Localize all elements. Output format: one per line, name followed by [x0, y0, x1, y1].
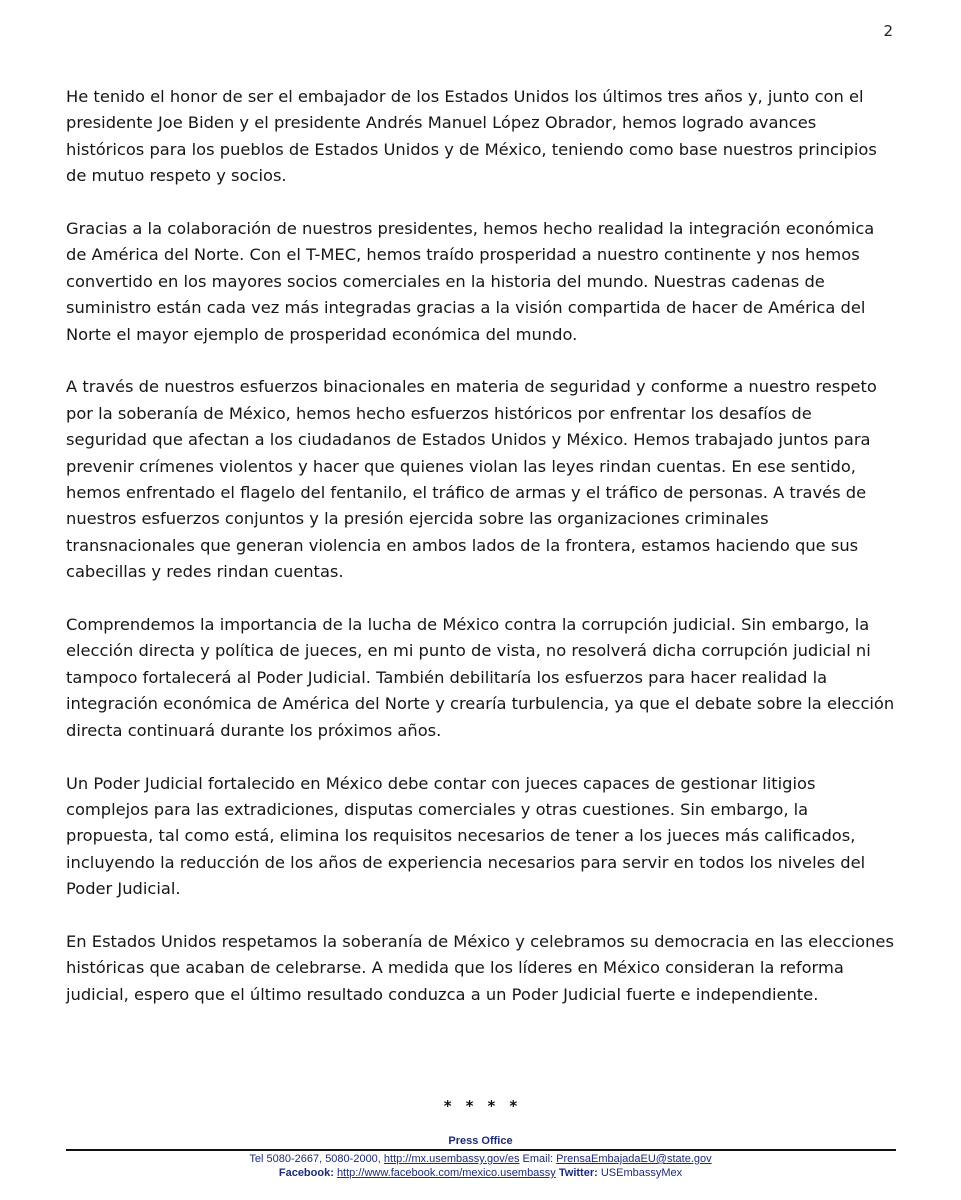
separator-star: * — [465, 1097, 474, 1115]
paragraph-1: He tenido el honor de ser el embajador de los Estados Unidos los últimos tres años y, junto con el presidente Joe Biden y el presidente Andrés Manuel López Obrador, hemos logrado avances históricos para los pueblos de Estados Unidos y de México, teniendo como base nuestros principios de mutuo respeto y socios. — [66, 87, 877, 186]
page-number: 2 — [883, 22, 893, 40]
letter-body — [66, 84, 896, 1035]
facebook-label: Facebook: — [278, 1167, 334, 1179]
paragraph-5: Un Poder Judicial fortalecido en México debe contar con jueces capaces de gestionar litigios complejos para las extradiciones, disputas comerciales y otras cuestiones. Sin embargo, la propuesta, tal como está, elimina los requisitos necesarios de tener a los jueces más calificados, incluyendo la reducción de los años de experiencia necesarios para servir en todos los niveles del Poder Judicial. — [66, 773, 866, 899]
footer-tel: Tel 5080-2667, 5080-2000, — [249, 1153, 384, 1165]
footer-social-line — [0, 1167, 961, 1179]
paragraph-4: Comprendemos la importancia de la lucha de México contra la corrupción judicial. Sin embargo, la elección directa y política de jueces, en mi punto de vista, no resolverá dicha corrupción judicial ni tampoco fortalecerá al Poder Judicial. También debilitaría los esfuerzos para hacer realidad la integración económica de América del Norte y crearía turbulencia, ya que el debate sobre la elección directa continuará durante los próximos años. — [66, 615, 895, 740]
footer-contact-line — [0, 1153, 961, 1165]
footer-email-label: Email: — [519, 1153, 557, 1165]
separator-star: * — [487, 1097, 496, 1115]
facebook-link[interactable]: http://www.facebook.com/mexico.usembassy — [336, 1167, 556, 1179]
paragraph-2: Gracias a la colaboración de nuestros presidentes, hemos hecho realidad la integración económica de América del Norte. Con el T-MEC, hemos traído prosperidad a nuestro continente y nos hemos convertido en los mayores socios comerciales en la historia del mundo. Nuestras cadenas de suministro están cada vez más integradas gracias a la visión compartida de hacer de América del Norte el mayor ejemplo de prosperidad económica del mundo. — [66, 219, 875, 344]
section-separator — [0, 1097, 961, 1115]
separator-star: * — [443, 1097, 452, 1115]
embassy-website-link[interactable]: http://mx.usembassy.gov/es — [383, 1153, 520, 1165]
separator-star: * — [509, 1097, 518, 1115]
footer-title: Press Office — [448, 1135, 513, 1147]
paragraph-6: En Estados Unidos respetamos la soberanía de México y celebramos su democracia en las elecciones históricas que acaban de celebrarse. A medida que los líderes en México consideran la reforma judicial, espero que el último resultado conduzca a un Poder Judicial fuerte e independiente. — [66, 931, 894, 1004]
twitter-handle: USEmbassyMex — [600, 1167, 683, 1179]
paragraph-3: A través de nuestros esfuerzos binacionales en materia de seguridad y conforme a nuestro respeto por la soberanía de México, hemos hecho esfuerzos históricos por enfrentar los desafíos de seguridad que afectan a los ciudadanos de Estados Unidos y México. Hemos trabajado juntos para prevenir crímenes violentos y hacer que quienes violan las leyes rindan cuentas. En ese sentido, hemos enfrentado el flagelo del fentanilo, el tráfico de armas y el tráfico de personas. A través de nuestros esfuerzos conjuntos y la presión ejercida sobre las organizaciones criminales transnacionales que generan violencia en ambos lados de la frontera, estamos haciendo que sus cabecillas y redes rindan cuentas. — [66, 377, 877, 582]
footer-divider — [66, 1149, 896, 1151]
twitter-label: Twitter: — [558, 1167, 598, 1179]
press-email-link[interactable]: PrensaEmbajadaEU@state.gov — [556, 1153, 712, 1165]
